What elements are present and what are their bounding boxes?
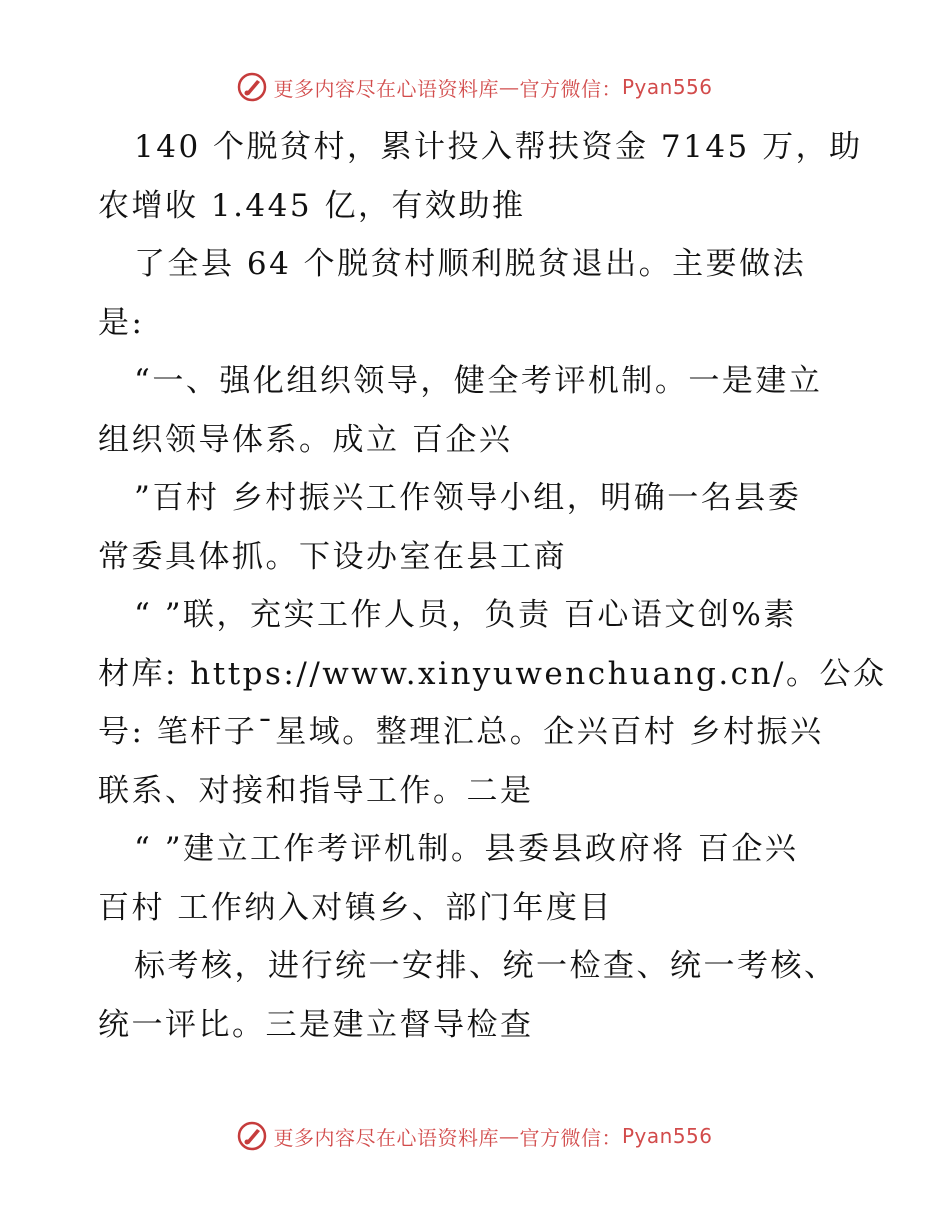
- text-line: 农增收 1.445 亿，有效助推: [98, 187, 526, 224]
- text-line: 百村 工作纳入对镇乡、部门年度目: [98, 889, 613, 926]
- text-line: “ ”联，充实工作人员，负责 百心语文创%素: [134, 597, 797, 633]
- header-banner: [0, 72, 950, 102]
- text-line: 组织领导体系。成立 百企兴: [98, 421, 513, 458]
- banner-wechat-id: Pyan556: [621, 1124, 713, 1148]
- banner-separator: —: [498, 75, 520, 99]
- text-line: 联系、对接和指导工作。二是: [98, 772, 534, 809]
- banner-label: 官方微信：: [519, 76, 622, 101]
- text-line: 是:: [98, 304, 145, 341]
- footer-banner: [0, 1121, 950, 1151]
- banner-main-text: 更多内容尽在心语资料库: [273, 76, 499, 101]
- document-body: [98, 118, 887, 1054]
- header-banner-content: [237, 72, 712, 102]
- text-line: 材库: https://www.xinyuwenchuang.cn/。公众: [98, 655, 887, 692]
- banner-separator: —: [498, 1124, 520, 1148]
- text-line: 常委具体抓。下设办室在县工商: [98, 538, 567, 575]
- text-line: ”百村 乡村振兴工作领导小组，明确一名县委: [134, 480, 802, 516]
- text-line: 140 个脱贫村，累计投入帮扶资金 7145 万，助: [134, 129, 863, 165]
- text-line: 标考核，进行统一安排、统一检查、统一考核、: [134, 948, 838, 984]
- text-line: “一、强化组织领导，健全考评机制。一是建立: [134, 363, 823, 399]
- text-line: 了全县 64 个脱贫村顺利脱贫退出。主要做法: [134, 246, 807, 282]
- text-line: 号: 笔杆子¯星域。整理汇总。企兴百村 乡村振兴: [98, 714, 824, 750]
- banner-wechat-id: Pyan556: [621, 75, 713, 99]
- footer-banner-content: [237, 1121, 712, 1151]
- brush-logo-icon: [237, 72, 267, 102]
- text-line: 统一评比。三是建立督导检查: [98, 1006, 534, 1043]
- banner-label: 官方微信：: [519, 1125, 622, 1150]
- brush-logo-icon: [237, 1121, 267, 1151]
- text-line: “ ”建立工作考评机制。县委县政府将 百企兴: [134, 831, 799, 867]
- banner-main-text: 更多内容尽在心语资料库: [273, 1125, 499, 1150]
